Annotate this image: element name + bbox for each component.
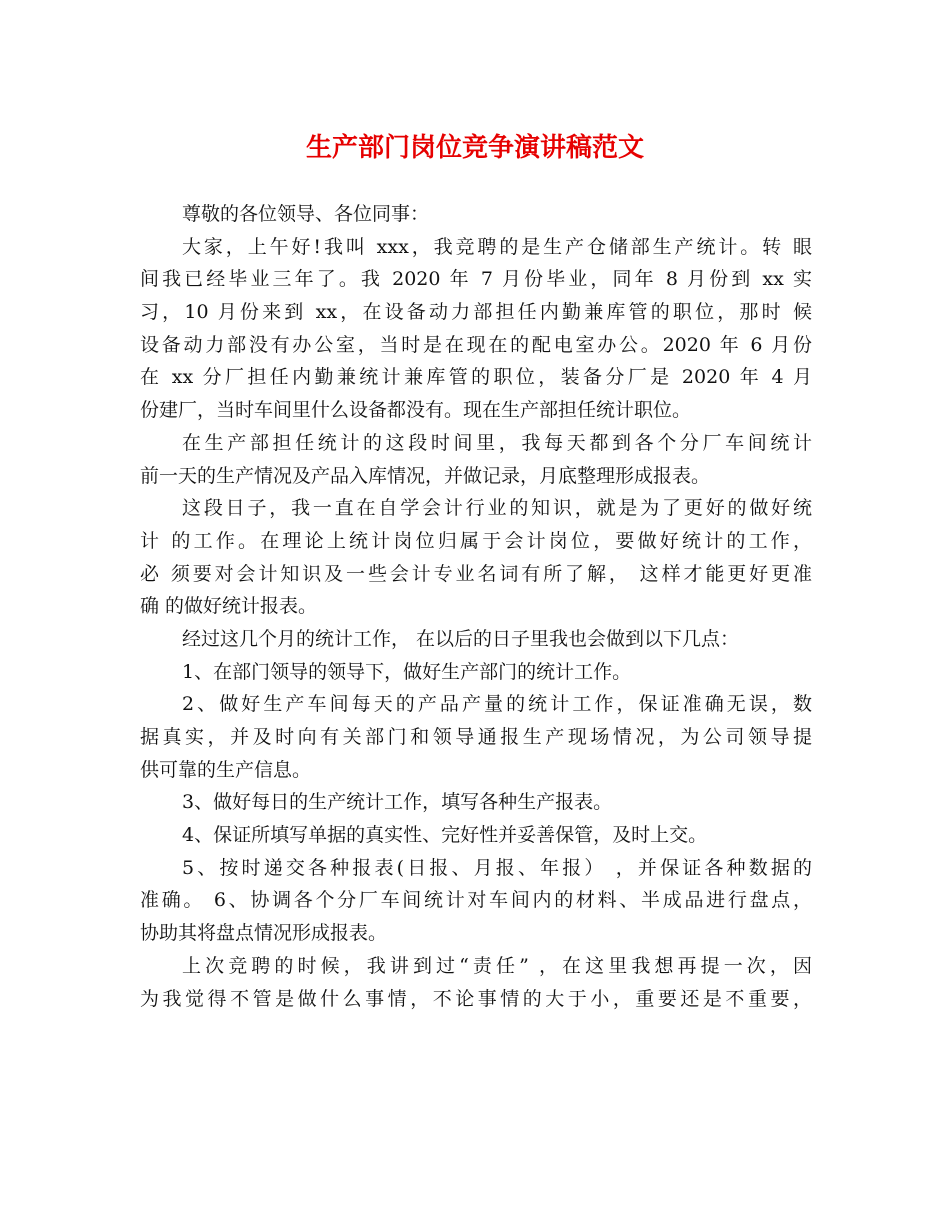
text-line: 大家，上午好!我叫 xxx，我竞聘的是生产仓储部生产统计。转 眼 bbox=[182, 235, 812, 258]
text-line: 协助其将盘点情况形成报表。 bbox=[140, 922, 388, 945]
text-line: 供可靠的生产信息。 bbox=[140, 758, 312, 781]
text-line: 经过这几个月的统计工作， 在以后的日子里我也会做到以下几点： bbox=[182, 627, 740, 650]
text-line: 为我觉得不管是做什么事情，不论事情的大于小，重要还是不重要， bbox=[140, 987, 812, 1010]
text-line: 在生产部担任统计的这段时间里，我每天都到各个分厂车间统计 bbox=[182, 431, 812, 454]
document-body bbox=[140, 198, 812, 1015]
text-line: 计 的工作。在理论上统计岗位归属于会计岗位，要做好统计的工作， bbox=[140, 529, 812, 552]
text-line: 习，10 月份来到 xx，在设备动力部担任内勤兼库管的职位，那时 候 bbox=[140, 301, 812, 324]
text-line: 4、保证所填写单据的真实性、完好性并妥善保管，及时上交。 bbox=[182, 824, 708, 847]
text-line: 尊敬的各位领导、各位同事： bbox=[182, 203, 430, 225]
text-line: 确 的做好统计报表。 bbox=[140, 595, 318, 618]
text-line: 在 xx 分厂担任内勤兼统计兼库管的职位，装备分厂是 2020 年 4 月 bbox=[140, 366, 812, 389]
text-line: 份建厂，当时车间里什么设备都没有。现在生产部担任统计职位。 bbox=[140, 399, 692, 422]
text-line: 这段日子，我一直在自学会计行业的知识，就是为了更好的做好统 bbox=[182, 497, 812, 520]
text-line: 1、在部门领导的领导下，做好生产部门的统计工作。 bbox=[182, 660, 632, 683]
text-line: 5、按时递交各种报表(日报、月报、年报） ，并保证各种数据的 bbox=[182, 856, 812, 879]
text-line: 前一天的生产情况及产品入库情况，并做记录，月底整理形成报表。 bbox=[140, 464, 711, 487]
text-line: 准确。 6、协调各个分厂车间统计对车间内的材料、半成品进行盘点， bbox=[140, 889, 812, 912]
text-line: 上次竞聘的时候，我讲到过“责任” ，在这里我想再提一次，因 bbox=[182, 954, 812, 977]
text-line: 3、做好每日的生产统计工作，填写各种生产报表。 bbox=[182, 791, 613, 814]
text-line: 据真实，并及时向有关部门和领导通报生产现场情况，为公司领导提 bbox=[140, 726, 812, 748]
text-line: 2、做好生产车间每天的产品产量的统计工作，保证准确无误，数 bbox=[182, 693, 812, 716]
text-line: 设备动力部没有办公室，当时是在现在的配电室办公。2020 年 6 月份 bbox=[140, 333, 812, 356]
document-title: 生产部门岗位竞争演讲稿范文 bbox=[305, 133, 644, 163]
text-line: 必 须要对会计知识及一些会计专业名词有所了解， 这样才能更好更准 bbox=[140, 562, 812, 585]
text-line: 间我已经毕业三年了。我 2020 年 7 月份毕业，同年 8 月份到 xx 实 bbox=[140, 268, 812, 291]
